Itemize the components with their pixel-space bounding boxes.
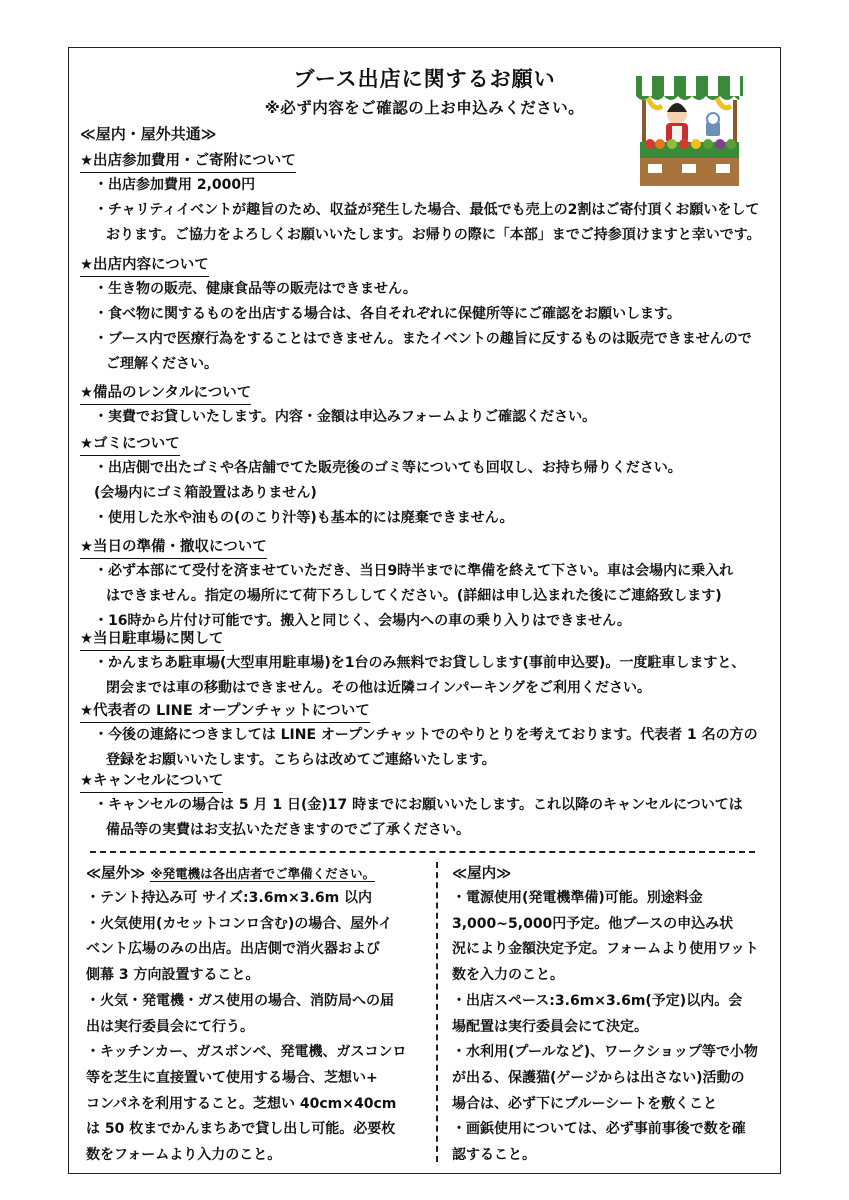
outdoor-line: 数をフォームより入力のこと。 [86, 1147, 282, 1164]
section-heading: ★備品のレンタルについて [80, 383, 251, 405]
indoor-line: 況により金額決定予定。フォームより使用ワット [452, 941, 759, 958]
outdoor-line: コンパネを利用すること。芝想い 40cm×40cm [86, 1095, 397, 1112]
generator-note: ※発電機は各出店者でご準備ください。 [150, 866, 376, 881]
outdoor-heading-row [86, 862, 426, 886]
section-cancel [80, 770, 760, 843]
section-line: ・チャリティイベントが趣旨のため、収益が発生した場合、最低でも売上の2割はご寄付頂くお願いをして [94, 202, 760, 218]
section-line: ・生き物の販売、健康食品等の販売はできません。 [94, 281, 417, 297]
section-setup [80, 536, 760, 634]
indoor-line: ・水利用(プールなど)、ワークショップ等で小物 [452, 1044, 758, 1061]
section-line: おります。ご協力をよろしくお願いいたします。お帰りの際に「本部」までご持参頂けますと幸いです。 [106, 227, 761, 243]
outdoor-line: 側幕 3 方向設置すること。 [86, 967, 260, 984]
section-line: ・出店参加費用 2,000円 [94, 177, 256, 193]
section-fee [80, 150, 760, 248]
section-parking [80, 628, 760, 701]
outdoor-line: ・火気使用(カセットコンロ含む)の場合、屋外イ [86, 915, 393, 932]
section-heading: ★キャンセルについて [80, 771, 223, 793]
vertical-dashed-divider [436, 862, 438, 1162]
document-subtitle: ※必ず内容をご確認の上お申込みください。 [264, 99, 585, 117]
section-line: ・必ず本部にて受付を済ませていただき、当日9時半までに準備を終えて下さい。車は会場内に乗入れ [94, 563, 734, 579]
section-line: ・出店側で出たゴミや各店舗でてた販売後のゴミ等についても回収し、お持ち帰りください。 [94, 460, 682, 476]
outdoor-line: ベント広場のみの出店。出店側で消火器および [86, 941, 380, 958]
indoor-line: ・画鋲使用については、必ず事前事後で数を確 [452, 1121, 746, 1138]
section-line: ・ブース内で医療行為をすることはできません。またイベントの趣旨に反するものは販売できませんので [94, 331, 752, 347]
section-heading: ★ゴミについて [80, 434, 180, 456]
indoor-line: が出る、保護猫(ゲージからは出さない)活動の [452, 1069, 745, 1086]
indoor-line: 場合は、必ず下にブルーシートを敷くこと [452, 1095, 718, 1112]
section-line: 備品等の実費はお支払いただきますのでご了承ください。 [106, 822, 470, 838]
section-line: ・16時から片付け可能です。搬入と同じく、会場内への車の乗り入りはできません。 [94, 613, 631, 629]
indoor-line: 数を入力のこと。 [452, 967, 564, 984]
indoor-line: ・出店スペース:3.6m×3.6m(予定)以内。会 [452, 992, 743, 1009]
outdoor-heading: ≪屋外≫ [86, 866, 146, 882]
section-heading: ★出店参加費用・ご寄附について [80, 151, 296, 173]
section-content [80, 254, 760, 377]
section-line: 閉会までは車の移動はできません。その他は近隣コインパーキングをご利用ください。 [106, 680, 652, 696]
section-line: ・キャンセルの場合は 5 月 1 日(金)17 時までにお願いいたします。これ以降のキャンセルについては [94, 797, 743, 813]
outdoor-line: ・テント持込み可 サイズ:3.6m×3.6m 以内 [86, 890, 373, 906]
outdoor-column [86, 862, 426, 1169]
section-line: ・今後の連絡につきましては LINE オープンチャットでのやりとりを考えております。代表者 1 名の方の [94, 727, 758, 743]
section-line: はできません。指定の場所にて荷下ろししてください。(詳細は申し込まれた後にご連絡致します) [106, 588, 722, 604]
section-line: ご理解ください。 [106, 356, 218, 372]
section-garbage [80, 433, 760, 531]
section-heading: ★出店内容について [80, 255, 209, 277]
outdoor-line: 等を芝生に直接置いて使用する場合、芝想い+ [86, 1069, 378, 1086]
section-line-chat [80, 700, 760, 773]
document-title: ブース出店に関するお願い [293, 67, 556, 91]
outdoor-line: 出は実行委員会にて行う。 [86, 1018, 254, 1035]
section-line: 登録をお願いいたします。こちらは改めてご連絡いたします。 [106, 752, 496, 768]
section-line: (会場内にゴミ箱設置はありません) [94, 485, 317, 501]
horizontal-dashed-divider [90, 851, 755, 853]
section-line: ・使用した氷や油もの(のこり汁等)も基本的には廃棄できません。 [94, 510, 514, 526]
indoor-line: 3,000~5,000円予定。他ブースの申込み状 [452, 915, 734, 932]
section-line: ・かんまちあ駐車場(大型車用駐車場)を1台のみ無料でお貸しします(事前申込要)。一度駐車しますと、 [94, 655, 746, 671]
indoor-column [452, 862, 772, 1169]
indoor-heading: ≪屋内≫ [452, 866, 512, 882]
indoor-line: 認すること。 [452, 1147, 536, 1164]
outdoor-line: ・火気・発電機・ガス使用の場合、消防局への届 [86, 992, 394, 1009]
indoor-line: 場配置は実行委員会にて決定。 [452, 1018, 648, 1035]
section-line: ・食べ物に関するものを出店する場合は、各自それぞれに保健所等にご確認をお願いします。 [94, 306, 681, 322]
section-heading: ★当日の準備・撤収について [80, 537, 267, 559]
common-section-heading: ≪屋内・屋外共通≫ [80, 125, 217, 143]
outdoor-line: ・キッチンカー、ガスボンベ、発電機、ガスコンロ [86, 1044, 407, 1061]
outdoor-line: は 50 枚までかんまちあで貸し出し可能。必要枚 [86, 1121, 396, 1138]
section-heading: ★代表者の LINE オープンチャットについて [80, 701, 370, 723]
section-heading: ★当日駐車場に関して [80, 629, 224, 651]
indoor-line: ・電源使用(発電機準備)可能。別途料金 [452, 890, 703, 906]
section-rental [80, 382, 760, 430]
section-line: ・実費でお貸しいたします。内容・金額は申込みフォームよりご確認ください。 [94, 409, 597, 425]
